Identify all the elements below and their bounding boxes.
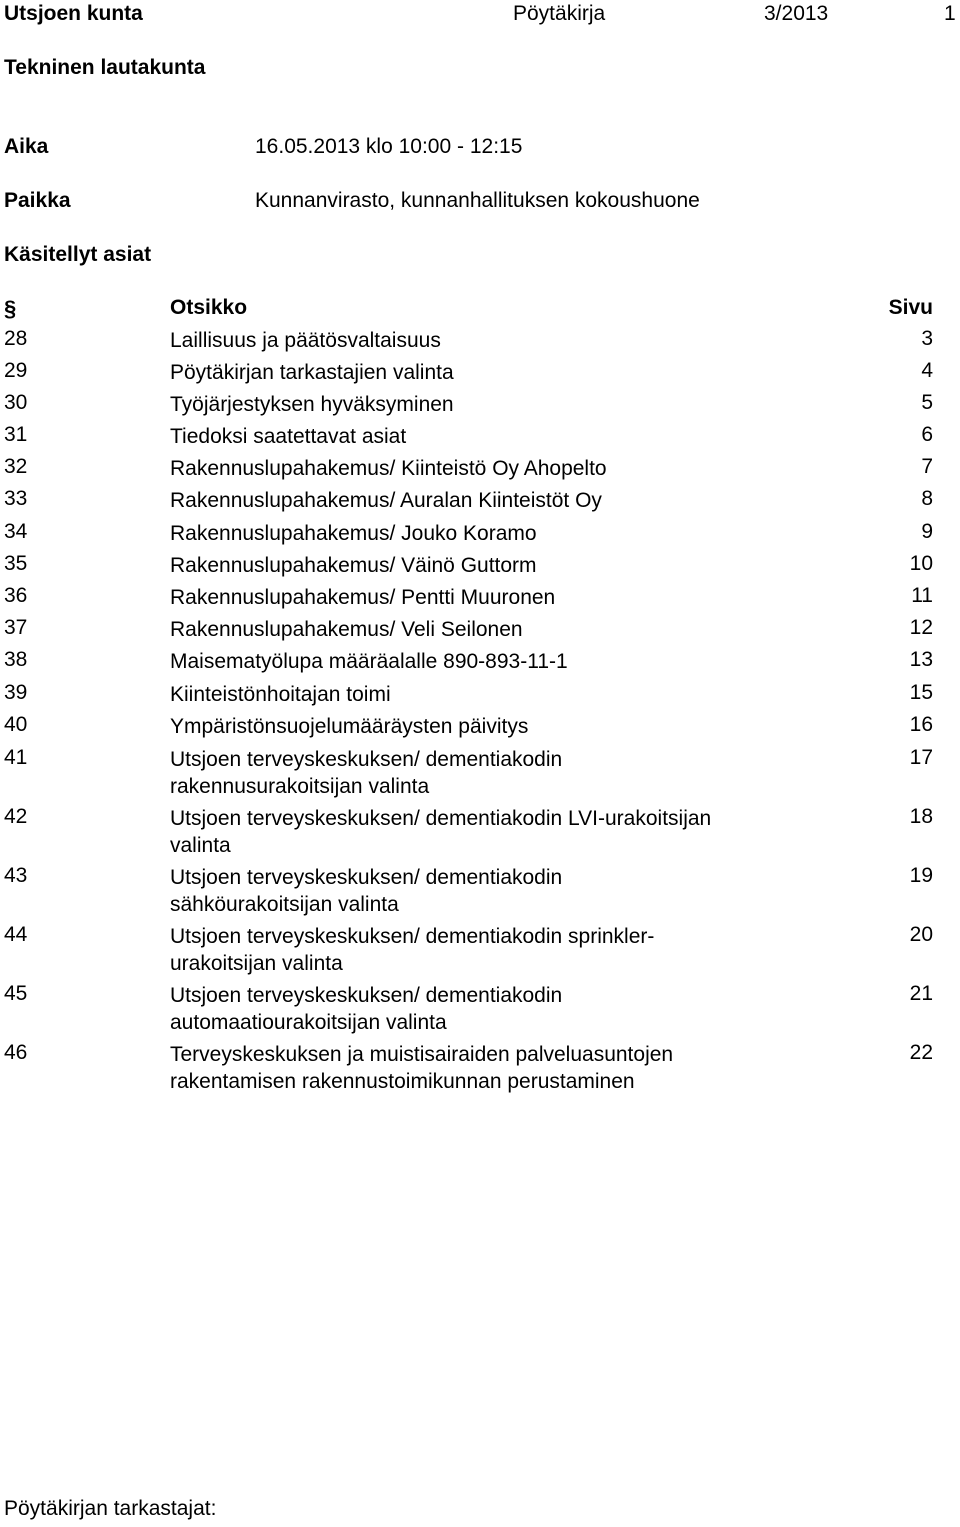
item-page: 10 [909,552,933,575]
item-page: 6 [921,423,933,446]
board-name: Tekninen lautakunta [4,56,206,79]
item-title: Rakennuslupahakemus/ Jouko Koramo [170,522,537,545]
item-title: Utsjoen terveyskeskuksen/ dementiakodin sähköurakoitsijan valinta [170,866,563,916]
item-title: Utsjoen terveyskeskuksen/ dementiakodin sprinkler-urakoitsijan valinta [170,925,655,975]
item-number: 42 [4,805,28,828]
section-sign-icon: § [4,296,17,321]
item-title: Terveyskeskuksen ja muistisairaiden palveluasuntojen rakentamisen rakennustoimikunnan perustaminen [170,1043,674,1093]
time-value: 16.05.2013 klo 10:00 - 12:15 [255,135,523,158]
item-title: Ympäristönsuojelumääräysten päivitys [170,715,529,738]
item-page: 11 [911,584,933,607]
item-title: Utsjoen terveyskeskuksen/ dementiakodin automaatiourakoitsijan valinta [170,984,563,1034]
item-number: 30 [4,391,28,414]
item-number: 29 [4,359,28,382]
item-page: 12 [909,616,933,639]
item-page: 18 [909,805,933,828]
municipality-name: Utsjoen kunta [4,2,143,25]
item-number: 34 [4,520,28,543]
item-number: 32 [4,455,28,478]
time-label: Aika [4,135,49,158]
page-number: 1 [944,2,956,25]
item-number: 37 [4,616,28,639]
item-number: 44 [4,923,28,946]
item-title: Rakennuslupahakemus/ Veli Seilonen [170,618,523,641]
item-title: Utsjoen terveyskeskuksen/ dementiakodin rakennusurakoitsijan valinta [170,748,563,798]
item-number: 33 [4,487,28,510]
item-page: 21 [909,982,933,1005]
item-title: Rakennuslupahakemus/ Kiinteistö Oy Ahopelto [170,457,607,480]
item-number: 35 [4,552,28,575]
column-page-header: Sivu [888,296,933,319]
item-number: 41 [4,746,28,769]
item-page: 4 [921,359,933,382]
item-number: 39 [4,681,28,704]
item-title: Maisematyölupa määräalalle 890-893-11-1 [170,650,568,673]
item-number: 40 [4,713,28,736]
item-page: 13 [909,648,933,671]
item-page: 15 [909,681,933,704]
item-title: Rakennuslupahakemus/ Auralan Kiinteistöt Oy [170,489,602,512]
item-page: 17 [909,746,933,769]
item-page: 3 [921,327,933,350]
item-title: Kiinteistönhoitajan toimi [170,683,391,706]
item-title: Tiedoksi saatettavat asiat [170,425,407,448]
item-title: Utsjoen terveyskeskuksen/ dementiakodin LVI-urakoitsijan valinta [170,807,712,857]
item-page: 7 [921,455,933,478]
document-type: Pöytäkirja [513,2,606,25]
item-page: 8 [921,487,933,510]
item-page: 9 [921,520,933,543]
item-title: Rakennuslupahakemus/ Väinö Guttorm [170,554,537,577]
place-value: Kunnanvirasto, kunnanhallituksen kokoushuone [255,189,700,212]
item-title: Pöytäkirjan tarkastajien valinta [170,361,454,384]
item-number: 45 [4,982,28,1005]
item-page: 5 [921,391,933,414]
item-number: 28 [4,327,28,350]
item-page: 22 [909,1041,933,1064]
item-page: 20 [909,923,933,946]
item-title: Laillisuus ja päätösvaltaisuus [170,329,441,352]
item-number: 38 [4,648,28,671]
item-title: Rakennuslupahakemus/ Pentti Muuronen [170,586,556,609]
item-number: 31 [4,423,28,446]
reviewers-label: Pöytäkirjan tarkastajat: [4,1497,217,1520]
item-page: 19 [909,864,933,887]
agenda-heading: Käsitellyt asiat [4,243,152,266]
item-title: Työjärjestyksen hyväksyminen [170,393,454,416]
item-number: 43 [4,864,28,887]
item-number: 46 [4,1041,28,1064]
item-page: 16 [909,713,933,736]
item-number: 36 [4,584,28,607]
document-number: 3/2013 [764,2,829,25]
column-title-header: Otsikko [170,296,248,319]
place-label: Paikka [4,189,71,212]
